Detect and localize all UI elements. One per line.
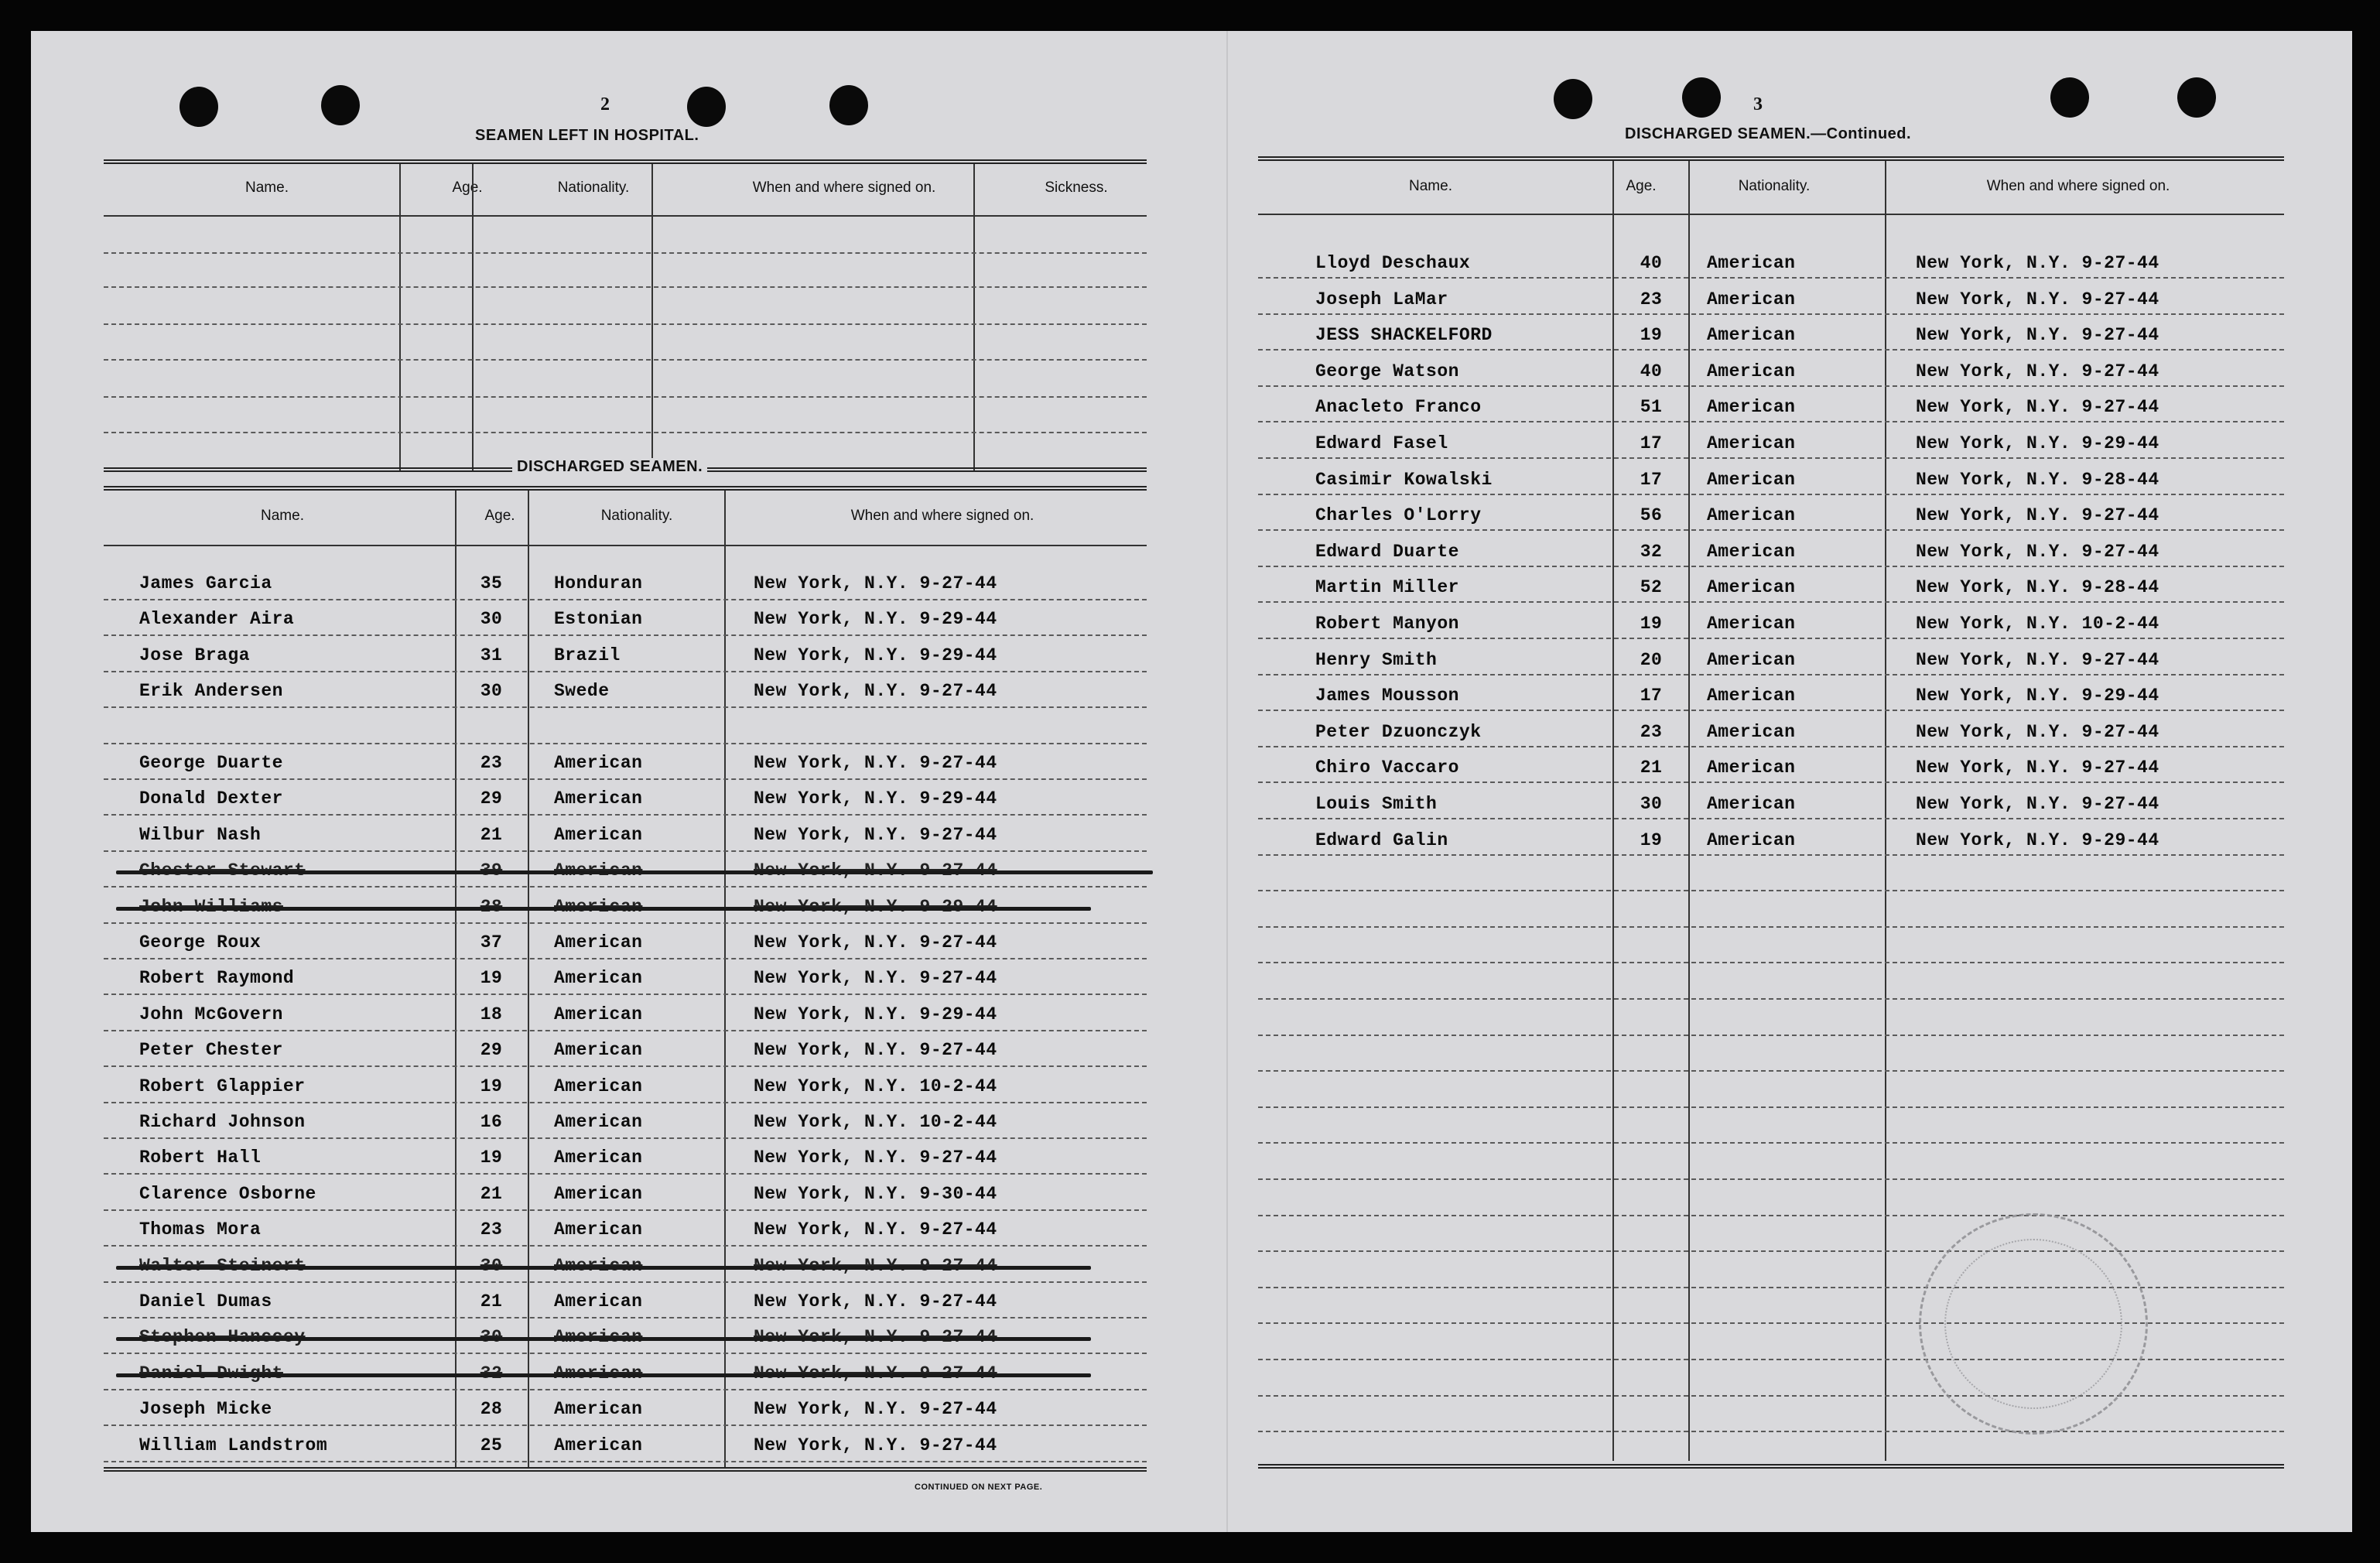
seaman-name: Anacleto Franco bbox=[1315, 397, 1482, 417]
row-line bbox=[104, 886, 1147, 888]
row-line bbox=[104, 252, 1147, 254]
seaman-age: 29 bbox=[480, 1040, 503, 1060]
seaman-age: 56 bbox=[1640, 505, 1663, 525]
row-line bbox=[104, 1245, 1147, 1247]
seaman-nationality: American bbox=[554, 788, 643, 809]
row-line bbox=[104, 1317, 1147, 1318]
column-rule bbox=[472, 164, 474, 470]
column-header: Sickness. bbox=[1045, 180, 1108, 196]
hospital-heading: SEAMEN LEFT IN HOSPITAL. bbox=[475, 127, 699, 144]
seaman-nationality: Estonian bbox=[554, 609, 643, 629]
seaman-nationality: American bbox=[554, 1147, 643, 1168]
seaman-signed-on: New York, N.Y. 9-27-44 bbox=[754, 968, 997, 988]
seaman-name: Jose Braga bbox=[139, 645, 251, 665]
seaman-name: William Landstrom bbox=[139, 1435, 328, 1455]
seaman-age: 17 bbox=[1640, 433, 1663, 453]
column-rule bbox=[1612, 161, 1614, 1461]
seaman-signed-on: New York, N.Y. 9-27-44 bbox=[754, 753, 997, 773]
row-line bbox=[1258, 1395, 2284, 1397]
column-header: Name. bbox=[245, 180, 289, 196]
table-rule bbox=[1258, 156, 2284, 161]
seaman-age: 17 bbox=[1640, 686, 1663, 706]
seaman-nationality: American bbox=[1707, 614, 1796, 634]
row-line bbox=[104, 1102, 1147, 1103]
row-line bbox=[1258, 1215, 2284, 1216]
seaman-nationality: American bbox=[1707, 361, 1796, 381]
row-line bbox=[1258, 818, 2284, 819]
row-line bbox=[1258, 529, 2284, 531]
row-line bbox=[1258, 277, 2284, 279]
seaman-nationality: American bbox=[554, 825, 643, 845]
manifest-sheet bbox=[31, 31, 2352, 1532]
seaman-name: George Roux bbox=[139, 932, 262, 953]
seaman-age: 23 bbox=[1640, 289, 1663, 310]
seaman-signed-on: New York, N.Y. 9-30-44 bbox=[754, 1184, 997, 1204]
seaman-signed-on: New York, N.Y. 9-27-44 bbox=[1916, 758, 2159, 778]
row-line bbox=[1258, 601, 2284, 603]
seaman-nationality: American bbox=[1707, 722, 1796, 742]
seaman-age: 21 bbox=[480, 1291, 503, 1312]
row-line bbox=[104, 1209, 1147, 1211]
seaman-nationality: Honduran bbox=[554, 573, 643, 593]
seaman-age: 37 bbox=[480, 932, 503, 953]
seaman-age: 29 bbox=[480, 788, 503, 809]
seaman-name: John McGovern bbox=[139, 1004, 283, 1024]
seaman-name: James Garcia bbox=[139, 573, 272, 593]
row-line bbox=[104, 958, 1147, 959]
row-line bbox=[1258, 421, 2284, 422]
strike-through-mark bbox=[116, 1266, 1091, 1270]
column-header: Age. bbox=[484, 508, 515, 524]
seaman-nationality: American bbox=[1707, 758, 1796, 778]
seaman-name: Robert Glappier bbox=[139, 1076, 306, 1096]
seaman-age: 23 bbox=[480, 1219, 503, 1240]
seaman-name: Alexander Aira bbox=[139, 609, 295, 629]
row-line bbox=[104, 599, 1147, 600]
seaman-name: Robert Hall bbox=[139, 1147, 262, 1168]
punch-hole-icon bbox=[829, 85, 868, 125]
row-line bbox=[104, 1461, 1147, 1462]
seaman-signed-on: New York, N.Y. 9-27-44 bbox=[1916, 794, 2159, 814]
column-rule bbox=[724, 491, 726, 1469]
seaman-signed-on: New York, N.Y. 9-27-44 bbox=[1916, 542, 2159, 562]
table-rule bbox=[1258, 1464, 2284, 1469]
right-page bbox=[1230, 31, 2352, 1532]
seaman-nationality: American bbox=[554, 1219, 643, 1240]
seaman-name: JESS SHACKELFORD bbox=[1315, 325, 1493, 345]
seaman-age: 19 bbox=[480, 1076, 503, 1096]
table-rule bbox=[104, 1467, 1147, 1472]
seaman-nationality: American bbox=[1707, 794, 1796, 814]
row-line bbox=[104, 432, 1147, 433]
seaman-nationality: American bbox=[1707, 289, 1796, 310]
header-rule bbox=[104, 215, 1147, 217]
row-line bbox=[104, 1281, 1147, 1283]
seaman-age: 30 bbox=[1640, 794, 1663, 814]
punch-hole-icon bbox=[687, 87, 726, 127]
punch-hole-icon bbox=[1682, 77, 1721, 118]
row-line bbox=[1258, 998, 2284, 1000]
continued-note: CONTINUED ON NEXT PAGE. bbox=[915, 1483, 1043, 1492]
seaman-name: Charles O'Lorry bbox=[1315, 505, 1482, 525]
seaman-name: Clarence Osborne bbox=[139, 1184, 316, 1204]
column-rule bbox=[1885, 161, 1886, 1461]
column-header: Nationality. bbox=[1738, 178, 1811, 194]
seaman-signed-on: New York, N.Y. 9-29-44 bbox=[1916, 686, 2159, 706]
row-line bbox=[104, 922, 1147, 924]
seaman-name: Robert Manyon bbox=[1315, 614, 1459, 634]
strike-through-mark bbox=[116, 1337, 1091, 1341]
row-line bbox=[104, 1030, 1147, 1031]
seaman-signed-on: New York, N.Y. 9-27-44 bbox=[754, 1291, 997, 1312]
row-line bbox=[104, 286, 1147, 288]
page-number: 3 bbox=[1753, 94, 1763, 115]
seaman-signed-on: New York, N.Y. 9-28-44 bbox=[1916, 470, 2159, 490]
seaman-signed-on: New York, N.Y. 9-27-44 bbox=[754, 1147, 997, 1168]
seaman-name: Thomas Mora bbox=[139, 1219, 262, 1240]
seaman-signed-on: New York, N.Y. 9-27-44 bbox=[754, 825, 997, 845]
seaman-signed-on: New York, N.Y. 9-27-44 bbox=[754, 1040, 997, 1060]
column-header: Nationality. bbox=[557, 180, 630, 196]
seaman-nationality: American bbox=[1707, 470, 1796, 490]
seaman-nationality: American bbox=[1707, 686, 1796, 706]
seaman-age: 21 bbox=[480, 1184, 503, 1204]
seaman-signed-on: New York, N.Y. 9-29-44 bbox=[1916, 433, 2159, 453]
row-line bbox=[1258, 1070, 2284, 1072]
seaman-nationality: American bbox=[554, 1004, 643, 1024]
seaman-nationality: American bbox=[554, 1435, 643, 1455]
seaman-nationality: American bbox=[554, 1040, 643, 1060]
seaman-signed-on: New York, N.Y. 9-29-44 bbox=[754, 1004, 997, 1024]
punch-hole-icon bbox=[2050, 77, 2089, 118]
seaman-signed-on: New York, N.Y. 9-27-44 bbox=[1916, 722, 2159, 742]
row-line bbox=[104, 1173, 1147, 1175]
seaman-age: 28 bbox=[480, 1399, 503, 1419]
seaman-signed-on: New York, N.Y. 9-29-44 bbox=[1916, 830, 2159, 850]
seaman-signed-on: New York, N.Y. 9-27-44 bbox=[1916, 325, 2159, 345]
seaman-age: 21 bbox=[480, 825, 503, 845]
seaman-age: 19 bbox=[1640, 325, 1663, 345]
seaman-name: Peter Chester bbox=[139, 1040, 283, 1060]
row-line bbox=[104, 743, 1147, 744]
seaman-signed-on: New York, N.Y. 9-27-44 bbox=[754, 1435, 997, 1455]
seaman-nationality: American bbox=[1707, 433, 1796, 453]
seaman-name: Joseph Micke bbox=[139, 1399, 272, 1419]
column-rule bbox=[651, 164, 653, 470]
seaman-name: Wilbur Nash bbox=[139, 825, 262, 845]
discharged-heading: DISCHARGED SEAMEN. bbox=[512, 458, 707, 476]
row-line bbox=[104, 1424, 1147, 1426]
seaman-signed-on: New York, N.Y. 9-27-44 bbox=[1916, 361, 2159, 381]
seaman-age: 51 bbox=[1640, 397, 1663, 417]
seaman-name: George Duarte bbox=[139, 753, 283, 773]
row-line bbox=[104, 994, 1147, 995]
seaman-nationality: American bbox=[554, 1076, 643, 1096]
seaman-age: 19 bbox=[1640, 830, 1663, 850]
row-line bbox=[1258, 638, 2284, 639]
page-heading: DISCHARGED SEAMEN.—Continued. bbox=[1625, 125, 1912, 142]
column-header: Name. bbox=[1409, 178, 1452, 194]
seaman-signed-on: New York, N.Y. 10-2-44 bbox=[754, 1076, 997, 1096]
table-rule bbox=[104, 486, 1147, 491]
seaman-age: 19 bbox=[480, 1147, 503, 1168]
seaman-name: Donald Dexter bbox=[139, 788, 283, 809]
seaman-nationality: American bbox=[1707, 542, 1796, 562]
punch-hole-icon bbox=[321, 85, 360, 125]
table-rule bbox=[104, 159, 1147, 164]
row-line bbox=[1258, 674, 2284, 675]
seaman-name: Henry Smith bbox=[1315, 650, 1438, 670]
row-line bbox=[1258, 385, 2284, 387]
seaman-age: 32 bbox=[1640, 542, 1663, 562]
column-header: Age. bbox=[1626, 178, 1657, 194]
official-stamp-icon bbox=[1919, 1213, 2148, 1435]
row-line bbox=[1258, 494, 2284, 495]
seaman-nationality: American bbox=[1707, 577, 1796, 597]
seaman-name: Erik Andersen bbox=[139, 681, 283, 701]
row-line bbox=[104, 814, 1147, 816]
seaman-signed-on: New York, N.Y. 10-2-44 bbox=[754, 1112, 997, 1132]
row-line bbox=[1258, 313, 2284, 315]
seaman-signed-on: New York, N.Y. 9-27-44 bbox=[754, 681, 997, 701]
row-line bbox=[104, 778, 1147, 780]
seaman-name: Robert Raymond bbox=[139, 968, 295, 988]
seaman-age: 40 bbox=[1640, 361, 1663, 381]
seaman-age: 20 bbox=[1640, 650, 1663, 670]
seaman-name: Daniel Dumas bbox=[139, 1291, 272, 1312]
row-line bbox=[1258, 1178, 2284, 1180]
column-header: Name. bbox=[261, 508, 304, 524]
row-line bbox=[1258, 710, 2284, 711]
seaman-name: Peter Dzuonczyk bbox=[1315, 722, 1482, 742]
row-line bbox=[104, 323, 1147, 325]
seaman-age: 40 bbox=[1640, 253, 1663, 273]
row-line bbox=[1258, 1250, 2284, 1252]
column-header: When and where signed on. bbox=[752, 180, 936, 196]
header-rule bbox=[104, 545, 1147, 546]
row-line bbox=[1258, 457, 2284, 459]
row-line bbox=[1258, 854, 2284, 856]
seaman-age: 52 bbox=[1640, 577, 1663, 597]
seaman-age: 23 bbox=[1640, 722, 1663, 742]
seaman-signed-on: New York, N.Y. 9-27-44 bbox=[754, 573, 997, 593]
seaman-signed-on: New York, N.Y. 9-29-44 bbox=[754, 788, 997, 809]
seaman-age: 19 bbox=[480, 968, 503, 988]
seaman-age: 31 bbox=[480, 645, 503, 665]
seaman-nationality: American bbox=[554, 1399, 643, 1419]
row-line bbox=[1258, 1142, 2284, 1144]
column-rule bbox=[1688, 161, 1690, 1461]
seaman-signed-on: New York, N.Y. 9-29-44 bbox=[754, 609, 997, 629]
seaman-name: Lloyd Deschaux bbox=[1315, 253, 1471, 273]
seaman-name: George Watson bbox=[1315, 361, 1459, 381]
seaman-nationality: American bbox=[1707, 505, 1796, 525]
column-header: Nationality. bbox=[600, 508, 673, 524]
column-header: When and where signed on. bbox=[850, 508, 1034, 524]
column-header: When and where signed on. bbox=[1986, 178, 2170, 194]
seaman-signed-on: New York, N.Y. 9-27-44 bbox=[1916, 650, 2159, 670]
row-line bbox=[1258, 1431, 2284, 1432]
seaman-age: 25 bbox=[480, 1435, 503, 1455]
seaman-age: 17 bbox=[1640, 470, 1663, 490]
row-line bbox=[1258, 890, 2284, 891]
seaman-nationality: Swede bbox=[554, 681, 610, 701]
punch-hole-icon bbox=[2177, 77, 2216, 118]
column-rule bbox=[973, 164, 975, 470]
page-fold bbox=[1226, 31, 1228, 1532]
seaman-signed-on: New York, N.Y. 9-27-44 bbox=[1916, 397, 2159, 417]
seaman-nationality: American bbox=[1707, 650, 1796, 670]
seaman-signed-on: New York, N.Y. 10-2-44 bbox=[1916, 614, 2159, 634]
seaman-name: Casimir Kowalski bbox=[1315, 470, 1493, 490]
seaman-age: 21 bbox=[1640, 758, 1663, 778]
seaman-nationality: American bbox=[1707, 830, 1796, 850]
strike-through-mark bbox=[116, 1373, 1091, 1377]
column-rule bbox=[528, 491, 529, 1469]
column-rule bbox=[399, 164, 401, 470]
row-line bbox=[104, 850, 1147, 852]
seaman-nationality: American bbox=[554, 1112, 643, 1132]
row-line bbox=[104, 671, 1147, 672]
seaman-age: 35 bbox=[480, 573, 503, 593]
row-line bbox=[1258, 782, 2284, 783]
seaman-name: James Mousson bbox=[1315, 686, 1459, 706]
header-rule bbox=[1258, 214, 2284, 215]
punch-hole-icon bbox=[1554, 79, 1592, 119]
row-line bbox=[104, 1137, 1147, 1139]
seaman-nationality: American bbox=[554, 753, 643, 773]
page-number: 2 bbox=[600, 94, 610, 115]
column-rule bbox=[455, 491, 457, 1469]
seaman-signed-on: New York, N.Y. 9-27-44 bbox=[1916, 505, 2159, 525]
seaman-signed-on: New York, N.Y. 9-27-44 bbox=[754, 932, 997, 953]
row-line bbox=[1258, 926, 2284, 928]
punch-hole-icon bbox=[180, 87, 218, 127]
seaman-name: Joseph LaMar bbox=[1315, 289, 1448, 310]
row-line bbox=[1258, 566, 2284, 567]
seaman-signed-on: New York, N.Y. 9-27-44 bbox=[754, 1399, 997, 1419]
seaman-name: Edward Fasel bbox=[1315, 433, 1448, 453]
strike-through-mark bbox=[116, 907, 1091, 911]
seaman-name: Edward Duarte bbox=[1315, 542, 1459, 562]
row-line bbox=[104, 706, 1147, 708]
seaman-age: 19 bbox=[1640, 614, 1663, 634]
row-line bbox=[104, 1389, 1147, 1390]
seaman-signed-on: New York, N.Y. 9-27-44 bbox=[1916, 289, 2159, 310]
row-line bbox=[104, 1353, 1147, 1354]
seaman-nationality: Brazil bbox=[554, 645, 621, 665]
seaman-age: 16 bbox=[480, 1112, 503, 1132]
row-line bbox=[1258, 962, 2284, 963]
seaman-nationality: American bbox=[1707, 325, 1796, 345]
seaman-signed-on: New York, N.Y. 9-27-44 bbox=[1916, 253, 2159, 273]
seaman-name: Richard Johnson bbox=[139, 1112, 306, 1132]
row-line bbox=[1258, 349, 2284, 351]
seaman-signed-on: New York, N.Y. 9-29-44 bbox=[754, 645, 997, 665]
seaman-nationality: American bbox=[554, 932, 643, 953]
seaman-age: 18 bbox=[480, 1004, 503, 1024]
seaman-age: 30 bbox=[480, 609, 503, 629]
seaman-age: 30 bbox=[480, 681, 503, 701]
seaman-signed-on: New York, N.Y. 9-28-44 bbox=[1916, 577, 2159, 597]
column-header: Age. bbox=[452, 180, 483, 196]
seaman-nationality: American bbox=[1707, 253, 1796, 273]
left-page bbox=[31, 31, 1222, 1532]
seaman-name: Louis Smith bbox=[1315, 794, 1438, 814]
seaman-name: Martin Miller bbox=[1315, 577, 1459, 597]
seaman-signed-on: New York, N.Y. 9-27-44 bbox=[754, 1219, 997, 1240]
row-line bbox=[104, 1065, 1147, 1067]
row-line bbox=[104, 396, 1147, 398]
seaman-nationality: American bbox=[554, 1184, 643, 1204]
row-line bbox=[104, 634, 1147, 636]
row-line bbox=[1258, 746, 2284, 747]
seaman-name: Chiro Vaccaro bbox=[1315, 758, 1459, 778]
row-line bbox=[104, 359, 1147, 361]
row-line bbox=[1258, 1106, 2284, 1108]
strike-through-mark bbox=[116, 870, 1153, 874]
row-line bbox=[1258, 1035, 2284, 1036]
seaman-nationality: American bbox=[554, 968, 643, 988]
seaman-nationality: American bbox=[554, 1291, 643, 1312]
seaman-nationality: American bbox=[1707, 397, 1796, 417]
seaman-age: 23 bbox=[480, 753, 503, 773]
seaman-name: Edward Galin bbox=[1315, 830, 1448, 850]
